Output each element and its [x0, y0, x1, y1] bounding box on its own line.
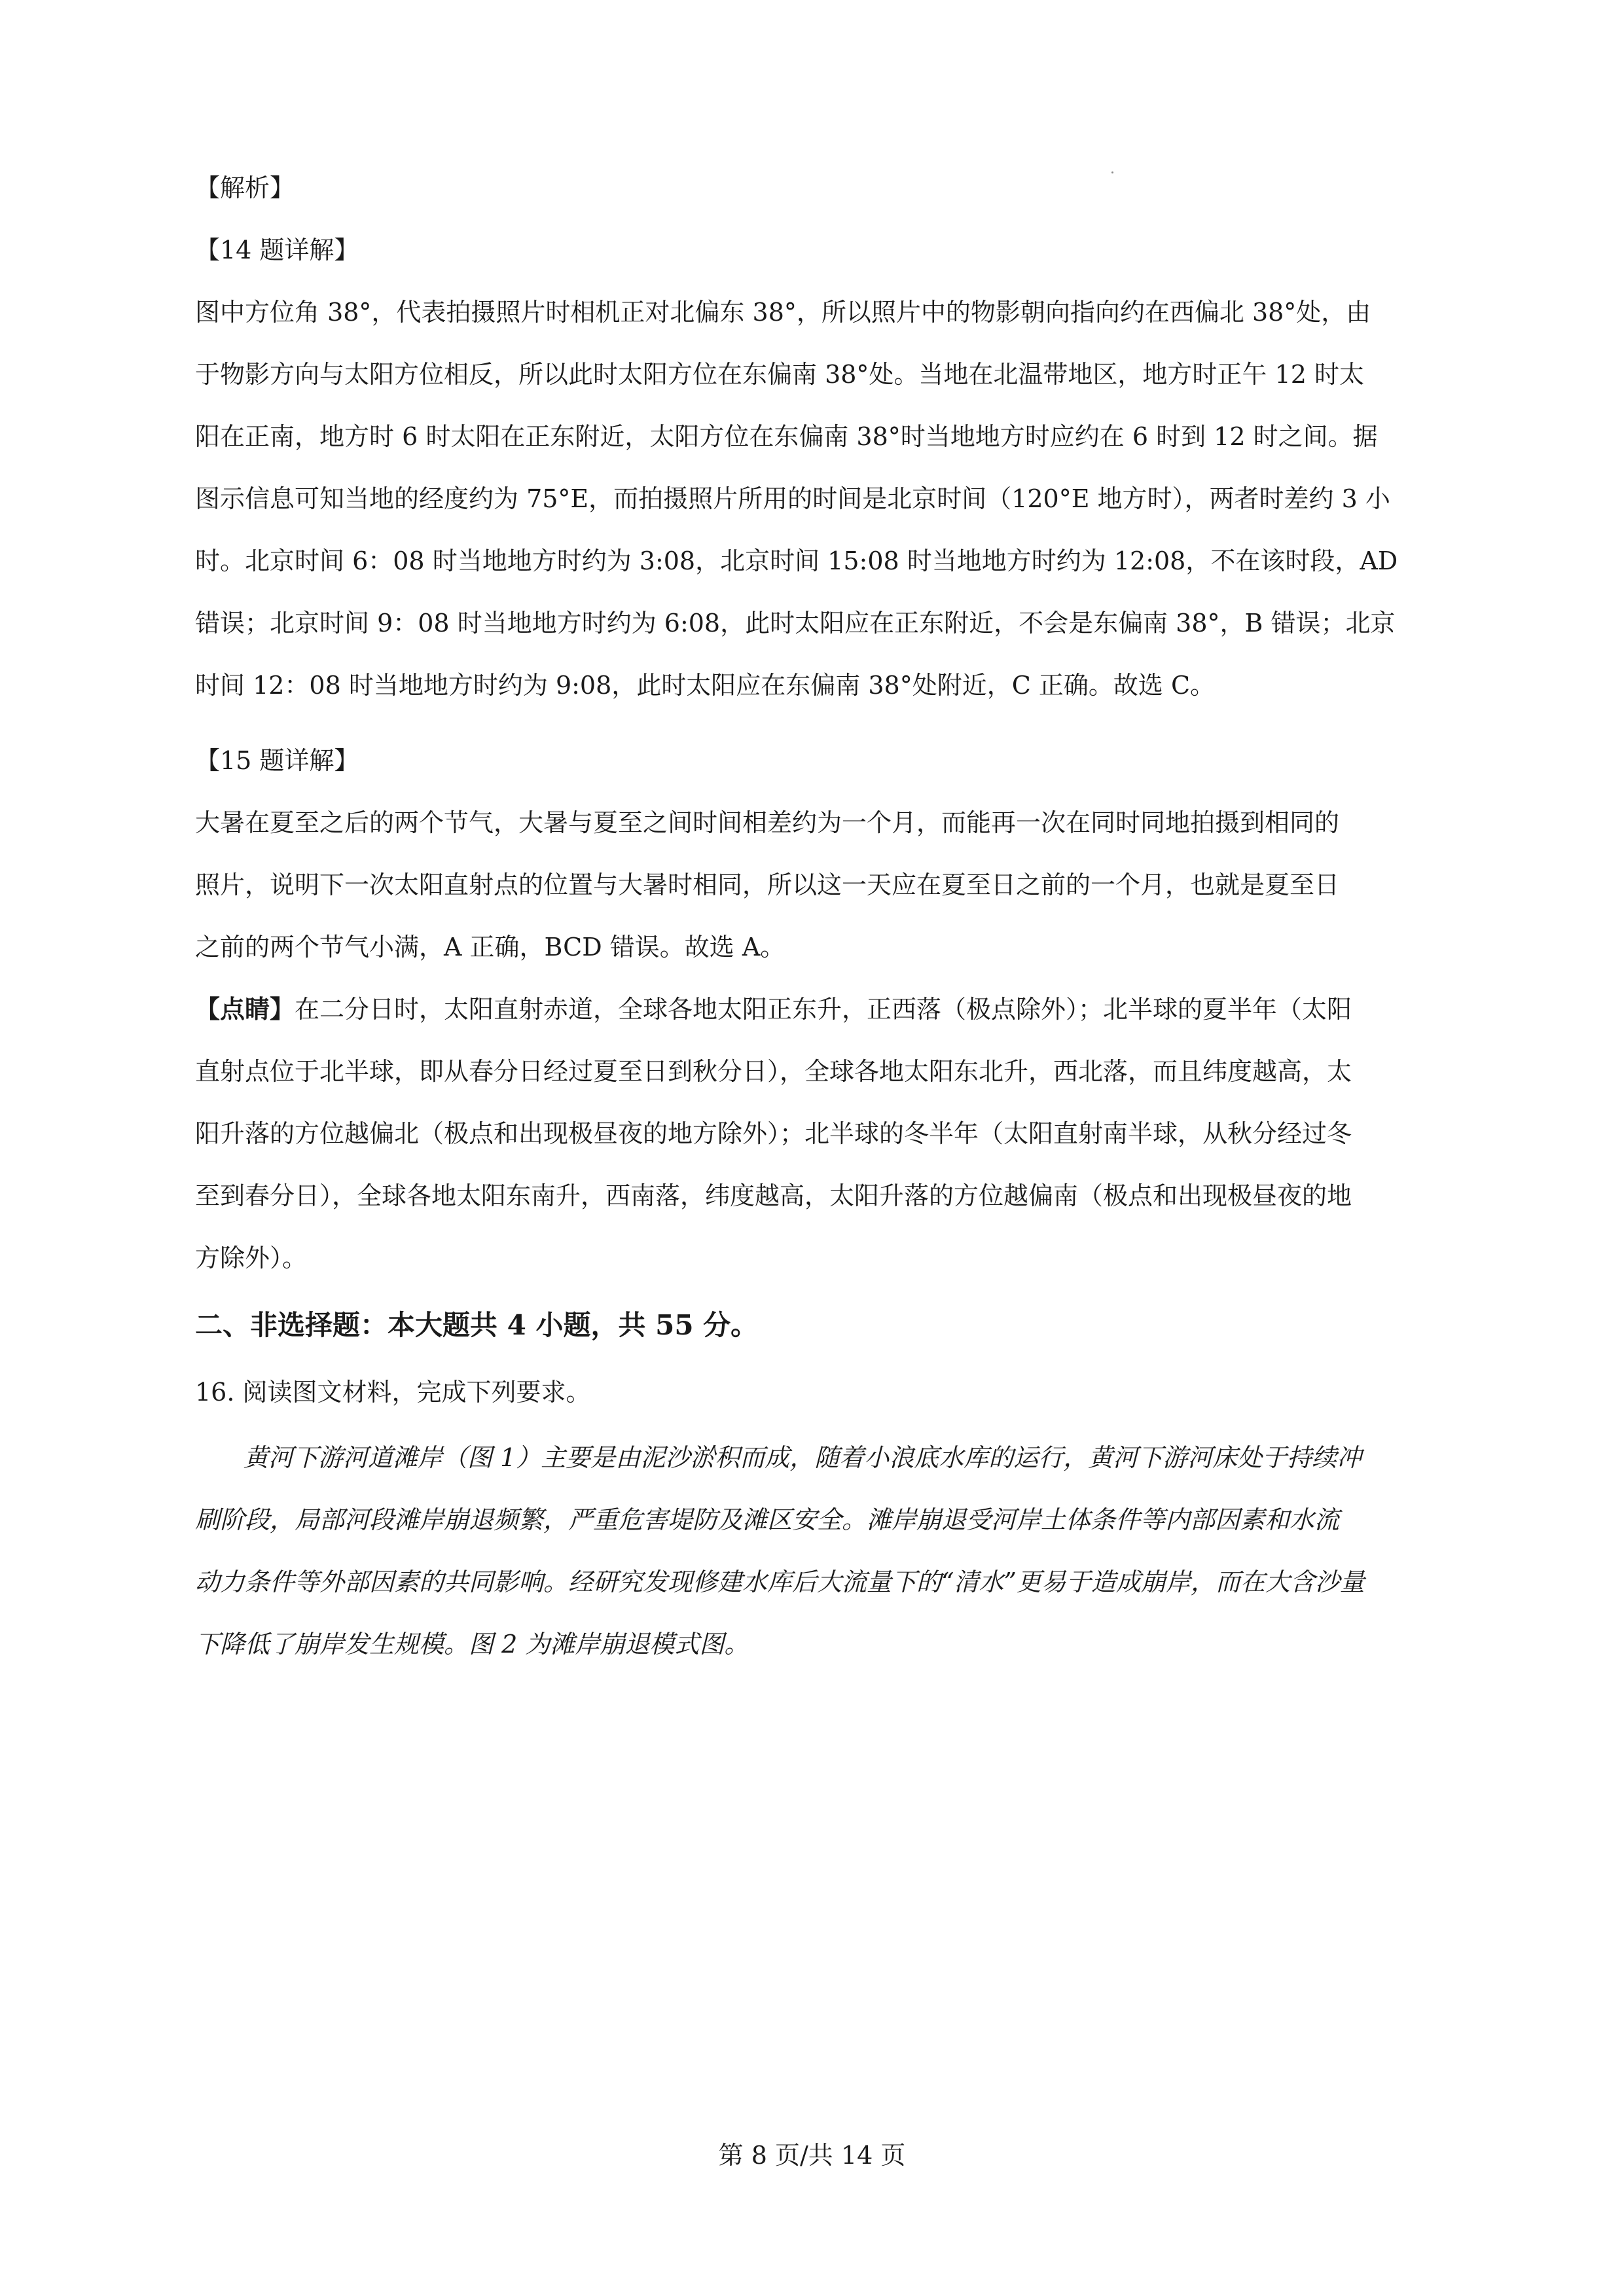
tip-first-line	[195, 993, 1352, 1026]
material-line: 刷阶段，局部河段滩岸崩退频繁，严重危害堤防及滩区安全。滩岸崩退受河岸土体条件等内部因素和水流	[195, 1505, 1340, 1534]
tip-line: 阳升落的方位越偏北（极点和出现极昼夜的地方除外）；北半球的冬半年（太阳直射南半球，从秋分经过冬	[195, 1119, 1352, 1148]
scan-dot	[1111, 171, 1113, 173]
tip-line: 直射点位于北半球，即从春分日经过夏至日到秋分日），全球各地太阳东北升，西北落，而且纬度越高，太	[195, 1057, 1352, 1086]
q14-line: 时间 12：08 时当地地方时约为 9:08，此时太阳应在东偏南 38°处附近，C 正确。故选 C。	[195, 671, 1216, 700]
tip-label: 【点睛】	[195, 994, 295, 1024]
q14-line: 时。北京时间 6：08 时当地地方时约为 3:08，北京时间 15:08 时当地地方时约为 12:08，不在该时段，AD	[195, 547, 1398, 575]
analysis-label: 【解析】	[195, 173, 295, 202]
q15-line: 照片，说明下一次太阳直射点的位置与大暑时相同，所以这一天应在夏至日之前的一个月，也就是夏至日	[195, 870, 1340, 899]
section-heading: 二、非选择题：本大题共 4 小题，共 55 分。	[195, 1309, 759, 1341]
material-line: 下降低了崩岸发生规模。图 2 为滩岸崩退模式图。	[195, 1630, 749, 1659]
page-number: 第 8 页/共 14 页	[718, 2141, 906, 2170]
q14-line: 阳在正南，地方时 6 时太阳在正东附近，太阳方位在东偏南 38°时当地地方时应约在 6 时到 12 时之间。据	[195, 422, 1378, 451]
q15-header: 【15 题详解】	[195, 746, 359, 775]
tip-line: 在二分日时，太阳直射赤道，全球各地太阳正东升，正西落（极点除外）；北半球的夏半年（太阳	[295, 995, 1352, 1024]
q14-header: 【14 题详解】	[195, 236, 359, 264]
q15-line: 大暑在夏至之后的两个节气，大暑与夏至之间时间相差约为一个月，而能再一次在同时同地拍摄到相同的	[195, 808, 1340, 837]
q15-line: 之前的两个节气小满，A 正确，BCD 错误。故选 A。	[195, 933, 785, 961]
q14-line: 图中方位角 38°，代表拍摄照片时相机正对北偏东 38°，所以照片中的物影朝向指向约在西偏北 38°处，由	[195, 298, 1371, 327]
q14-line: 图示信息可知当地的经度约为 75°E，而拍摄照片所用的时间是北京时间（120°E 地方时），两者时差约 3 小	[195, 484, 1390, 513]
q14-line: 错误；北京时间 9：08 时当地地方时约为 6:08，此时太阳应在正东附近，不会是东偏南 38°，B 错误；北京	[195, 609, 1396, 637]
material-line: 黄河下游河道滩岸（图 1）主要是由泥沙淤积而成，随着小浪底水库的运行，黄河下游河床处于持续冲	[244, 1443, 1362, 1472]
tip-line: 方除外）。	[195, 1244, 308, 1272]
tip-line: 至到春分日），全球各地太阳东南升，西南落，纬度越高，太阳升落的方位越偏南（极点和出现极昼夜的地	[195, 1181, 1352, 1210]
q16-prompt: 16. 阅读图文材料，完成下列要求。	[195, 1378, 591, 1407]
material-line: 动力条件等外部因素的共同影响。经研究发现修建水库后大流量下的“清水”更易于造成崩岸，而在大含沙量	[195, 1568, 1365, 1596]
q14-line: 于物影方向与太阳方位相反，所以此时太阳方位在东偏南 38°处。当地在北温带地区，地方时正午 12 时太	[195, 360, 1364, 389]
